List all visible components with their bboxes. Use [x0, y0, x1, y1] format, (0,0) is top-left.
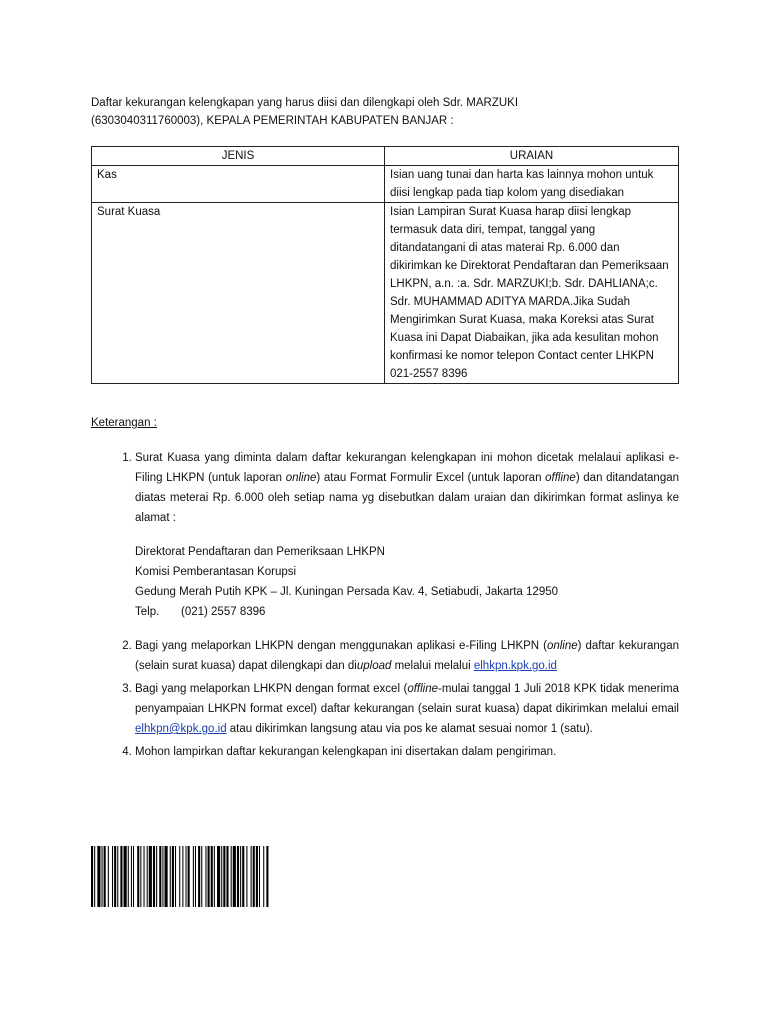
barcode-bar — [256, 846, 258, 907]
barcode-bar — [144, 846, 145, 907]
cell-uraian: Isian Lampiran Surat Kuasa harap diisi lengkap termasuk data diri, tempat, tanggal yang ditandatangani di atas materai Rp. 6.000 dan dikirimkan ke Direktorat Pendaftaran dan Pemeriksaan LHKPN, a.n. :a. Sdr. MARZUKI;b. Sdr. DAHLIANA;c. Sdr. MUHAMMAD ADITYA MARDA.Jika Sudah Mengirimkan Surat Kuasa, maka Koreksi atas Surat Kuasa ini Dapat Diabaikan, jika ada kesulitan mohon konfirmasi ke nomor telepon Contact center LHKPN 021-2557 8396 — [385, 203, 679, 384]
barcode-bar — [205, 846, 206, 907]
address-line: Komisi Pemberantasan Korupsi — [135, 566, 297, 578]
barcode-bar — [120, 846, 122, 907]
note-item-2 — [135, 636, 679, 676]
cell-jenis: Surat Kuasa — [92, 203, 385, 384]
address-phone — [135, 602, 679, 622]
header-uraian: URAIAN — [385, 147, 679, 166]
note-emphasis: offline — [407, 683, 438, 695]
barcode-bar — [91, 846, 93, 907]
barcode-bar — [233, 846, 236, 907]
note-text: melalui melalui — [391, 660, 474, 672]
barcode-bar — [175, 846, 176, 907]
table-row — [92, 203, 679, 384]
note-emphasis: offline — [545, 472, 576, 484]
barcode-bar — [226, 846, 228, 907]
barcode-bar — [186, 846, 187, 907]
note-text: ) atau Format Formulir Excel (untuk laporan — [316, 472, 546, 484]
elhkpn-email-link[interactable]: elhkpn@kpk.go.id — [135, 723, 227, 735]
barcode-bar — [242, 846, 244, 907]
barcode-bar — [165, 846, 168, 907]
barcode-bar — [112, 846, 113, 907]
phone-label: Telp. — [135, 606, 160, 618]
barcode-bar — [117, 846, 118, 907]
cell-jenis: Kas — [92, 166, 385, 203]
barcode-bar — [221, 846, 222, 907]
note-emphasis: online — [546, 640, 578, 652]
barcode-bar — [108, 846, 109, 907]
elhkpn-website-link[interactable]: elhkpn.kpk.go.id — [473, 660, 557, 672]
barcode-bar — [104, 846, 106, 907]
header-jenis: JENIS — [92, 147, 385, 166]
barcode-bar — [266, 846, 268, 907]
barcode-bar — [172, 846, 174, 907]
barcode-bar — [128, 846, 129, 907]
barcode-bar — [253, 846, 255, 907]
barcode-bar — [156, 846, 157, 907]
note-text: ) dan ditandatangan diatas meterai Rp. 6.000 oleh setiap nama yg disebutkan dalam uraian dan dikirimkan format aslinya ke alamat : — [135, 472, 680, 524]
barcode-bar — [214, 846, 215, 907]
table-header-row — [92, 147, 679, 166]
intro-line-2: (6303040311760003), KEPALA PEMERINTAH KABUPATEN BANJAR : — [91, 115, 454, 127]
barcode-bar — [114, 846, 116, 907]
note-text: ) daftar kekurangan (selain surat kuasa) dapat dilengkapi dan di — [135, 640, 679, 672]
barcode-bar — [201, 846, 202, 907]
barcode-bar — [159, 846, 161, 907]
barcode-bar — [131, 846, 132, 907]
barcode-bar — [94, 846, 95, 907]
cell-uraian: Isian uang tunai dan harta kas lainnya mohon untuk diisi lengkap pada tiap kolom yang disediakan — [385, 166, 679, 203]
note-item-1 — [135, 448, 679, 622]
notes-list — [91, 448, 679, 762]
barcode-bar — [195, 846, 196, 907]
barcode-bar — [231, 846, 232, 907]
note-item-3 — [135, 679, 679, 739]
barcode-bar — [102, 846, 103, 907]
note-emphasis: upload — [356, 660, 392, 672]
document-page — [91, 94, 679, 765]
barcode-bar — [124, 846, 127, 907]
barcode-bar — [259, 846, 260, 907]
note-text: -mulai tanggal 1 Juli 2018 KPK tidak menerima penyampaian LHKPN format excel) daftar kekurangan (selain surat kuasa) dapat dikirimkan melalui email — [135, 683, 679, 715]
barcode-bar — [188, 846, 190, 907]
barcode-bar — [182, 846, 183, 907]
barcode-bar — [263, 846, 264, 907]
barcode-bar — [179, 846, 180, 907]
barcode-bar — [149, 846, 152, 907]
barcode-bar — [217, 846, 220, 907]
barcode-bar — [153, 846, 155, 907]
barcode-bar — [97, 846, 100, 907]
address-line: Direktorat Pendaftaran dan Pemeriksaan LHKPN — [135, 546, 385, 558]
barcode-bar — [162, 846, 163, 907]
barcode-bar — [133, 846, 134, 907]
barcode-bar — [147, 846, 148, 907]
barcode-bar — [211, 846, 213, 907]
barcode-bar — [237, 846, 239, 907]
barcode-bar — [208, 846, 210, 907]
note-text: Bagi yang melaporkan LHKPN dengan format excel ( — [135, 683, 408, 695]
barcode-bar — [251, 846, 252, 907]
note-emphasis: online — [285, 472, 317, 484]
address-line: Gedung Merah Putih KPK – Jl. Kuningan Persada Kav. 4, Setiabudi, Jakarta 12950 — [135, 586, 559, 598]
barcode-bar — [170, 846, 171, 907]
barcode-bar — [140, 846, 141, 907]
intro-line-1: Daftar kekurangan kelengkapan yang harus diisi dan dilengkapi oleh Sdr. MARZUKI — [91, 97, 519, 109]
kpk-address — [135, 542, 679, 622]
barcode-bar — [223, 846, 225, 907]
note-item-4: 4. Mohon lampirkan daftar kekurangan kelengkapan ini disertakan dalam pengiriman. — [135, 742, 679, 762]
note-text: atau dikirimkan langsung atau via pos ke alamat sesuai nomor 1 (satu). — [226, 723, 593, 735]
barcode-bar — [193, 846, 194, 907]
note-text: Bagi yang melaporkan LHKPN dengan menggunakan aplikasi e-Filing LHKPN ( — [135, 640, 547, 652]
phone-value: (021) 2557 8396 — [181, 606, 266, 618]
intro-paragraph — [91, 94, 679, 130]
deficiency-table — [91, 146, 679, 384]
barcode-bar — [240, 846, 241, 907]
note-text: Surat Kuasa yang diminta dalam daftar kekurangan kelengkapan ini mohon dicetak melalaui aplikasi e-Filing LHKPN (untuk laporan — [135, 452, 679, 484]
barcode-image — [91, 846, 387, 907]
barcode-bar — [137, 846, 139, 907]
keterangan-title: Keterangan : — [91, 417, 157, 429]
barcode-bar — [198, 846, 200, 907]
barcode-bar — [246, 846, 247, 907]
table-row — [92, 166, 679, 203]
